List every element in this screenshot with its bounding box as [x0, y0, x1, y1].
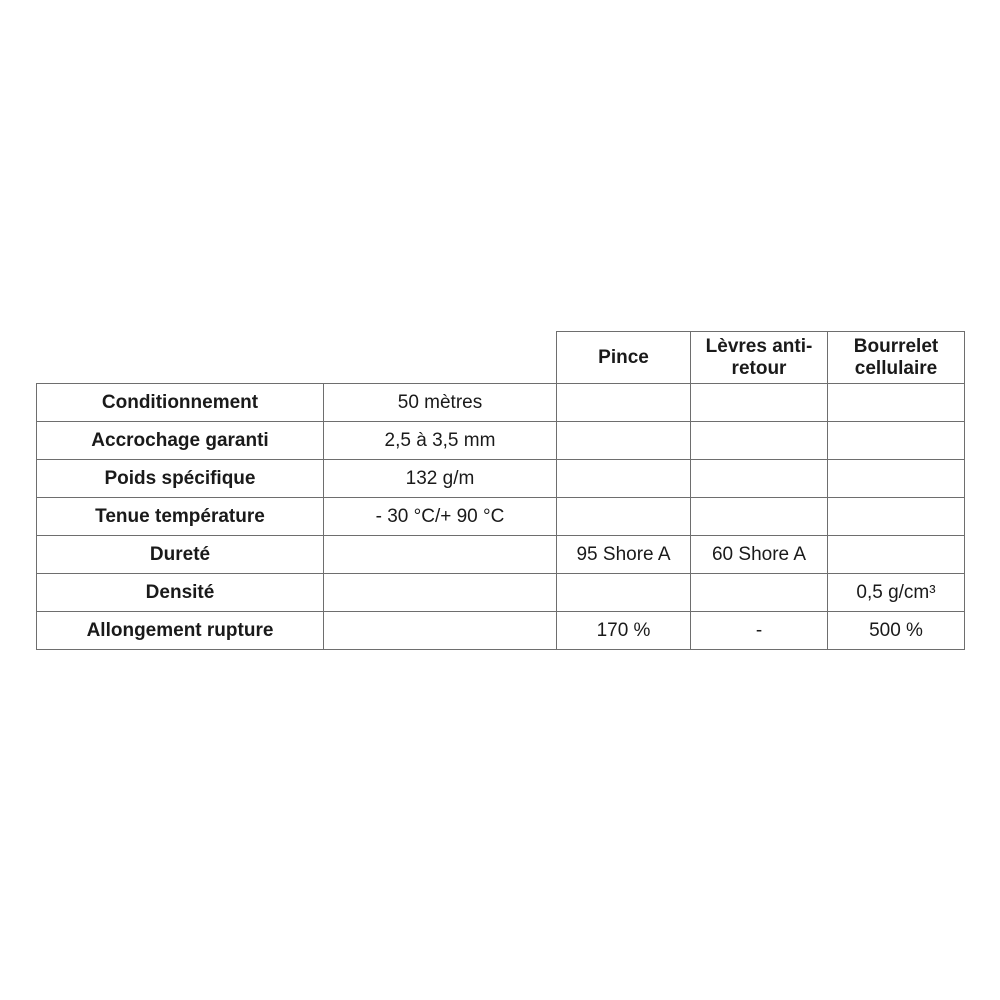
row-pince-cell: 170 % — [557, 612, 691, 650]
row-levres-cell — [691, 422, 828, 460]
row-bourrelet-cell — [828, 536, 965, 574]
row-pince-cell — [557, 498, 691, 536]
row-pince-cell: 95 Shore A — [557, 536, 691, 574]
row-value: 2,5 à 3,5 mm — [324, 422, 557, 460]
header-row — [37, 332, 965, 384]
row-label: Allongement rupture — [37, 612, 324, 650]
row-value: 50 mètres — [324, 384, 557, 422]
table-row — [37, 460, 965, 498]
row-bourrelet-cell — [828, 384, 965, 422]
row-value — [324, 536, 557, 574]
spec-table — [36, 331, 965, 650]
row-label: Dureté — [37, 536, 324, 574]
row-levres-cell: - — [691, 612, 828, 650]
row-bourrelet-cell: 500 % — [828, 612, 965, 650]
row-label: Poids spécifique — [37, 460, 324, 498]
row-levres-cell — [691, 498, 828, 536]
row-levres-cell — [691, 384, 828, 422]
row-value: 132 g/m — [324, 460, 557, 498]
table-row — [37, 612, 965, 650]
row-label: Conditionnement — [37, 384, 324, 422]
table-row — [37, 422, 965, 460]
row-levres-cell — [691, 574, 828, 612]
row-pince-cell — [557, 460, 691, 498]
row-value — [324, 612, 557, 650]
row-bourrelet-cell — [828, 422, 965, 460]
row-levres-cell: 60 Shore A — [691, 536, 828, 574]
table-row — [37, 384, 965, 422]
header-pince: Pince — [557, 332, 691, 384]
header-empty-cell — [37, 332, 557, 384]
header-levres-label: Lèvres anti- retour — [705, 335, 813, 379]
row-label: Tenue température — [37, 498, 324, 536]
row-bourrelet-cell — [828, 460, 965, 498]
row-value: - 30 °C/+ 90 °C — [324, 498, 557, 536]
table-row — [37, 574, 965, 612]
header-bourrelet-label: Bourrelet cellulaire — [853, 335, 939, 379]
header-levres-anti-retour — [691, 332, 828, 384]
row-label: Densité — [37, 574, 324, 612]
header-bourrelet-cellulaire — [828, 332, 965, 384]
row-pince-cell — [557, 574, 691, 612]
row-value — [324, 574, 557, 612]
row-bourrelet-cell: 0,5 g/cm³ — [828, 574, 965, 612]
row-label: Accrochage garanti — [37, 422, 324, 460]
table-row — [37, 498, 965, 536]
row-levres-cell — [691, 460, 828, 498]
table-row — [37, 536, 965, 574]
row-pince-cell — [557, 384, 691, 422]
row-pince-cell — [557, 422, 691, 460]
row-bourrelet-cell — [828, 498, 965, 536]
